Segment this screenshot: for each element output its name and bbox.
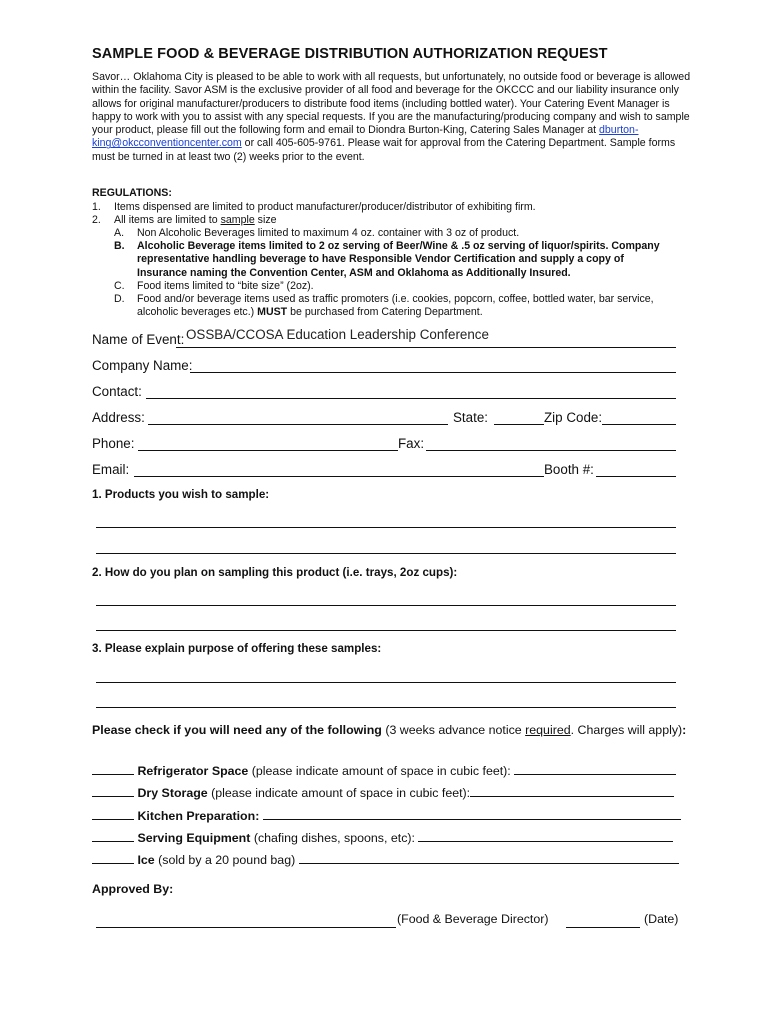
regulation-2d-text xyxy=(137,293,662,320)
question-2: 2. How do you plan on sampling this product (i.e. trays, 2oz cups): xyxy=(92,566,458,579)
checklist-item-dry-storage xyxy=(92,784,674,800)
approved-by-heading: Approved By: xyxy=(92,882,174,896)
director-signature-line[interactable] xyxy=(96,927,396,928)
zip-code-underline xyxy=(602,424,676,425)
kitchen-prep-label: Kitchen Preparation: xyxy=(137,809,260,823)
regulation-1-text: Items dispensed are limited to product manufacturer/producer/distributor of exhibiting firm. xyxy=(114,201,536,213)
serving-equipment-check-blank[interactable] xyxy=(92,829,134,842)
booth-underline xyxy=(596,476,676,477)
question-2-answer-line[interactable] xyxy=(96,605,676,606)
company-name-underline xyxy=(190,372,676,373)
regulation-2-after: size xyxy=(254,214,277,226)
booth-label: Booth #: xyxy=(544,462,594,477)
director-label: (Food & Beverage Director) xyxy=(397,912,549,926)
address-underline xyxy=(148,424,448,425)
regulation-2-number: 2. xyxy=(92,214,101,226)
regulation-2b-text: Alcoholic Beverage items limited to 2 oz serving of Beer/Wine & .5 oz serving of liquor/spirits. Company representative handling beverage to have Responsible Vendor Certification and supply a copy of Insurance naming the Convention Center, ASM and Oklahoma as Additionally Insured. xyxy=(137,240,660,279)
phone-underline xyxy=(138,450,398,451)
checklist-heading-charges: . Charges will apply) xyxy=(570,723,683,737)
regulation-2d-must: MUST xyxy=(257,306,288,319)
date-label: (Date) xyxy=(644,912,679,926)
checklist-item-refrigerator xyxy=(92,762,676,778)
checklist-item-serving-equipment xyxy=(92,829,673,845)
checklist-item-ice xyxy=(92,851,679,867)
event-name-underline xyxy=(176,347,676,348)
zip-code-label: Zip Code: xyxy=(544,410,603,425)
dry-storage-note: (please indicate amount of space in cubic feet): xyxy=(207,786,471,800)
regulation-2a-letter: A. xyxy=(114,227,125,239)
state-label: State: xyxy=(453,410,488,425)
intro-paragraph xyxy=(92,71,692,164)
serving-equipment-note: (chafing dishes, spoons, etc): xyxy=(250,831,419,845)
event-name-label: Name of Event: xyxy=(92,332,185,347)
contact-email-link[interactable]: dburton-king@okcconventioncenter.com xyxy=(92,124,639,150)
state-underline xyxy=(494,424,544,425)
checklist-heading-colon: : xyxy=(682,723,687,737)
approval-date-line[interactable] xyxy=(566,927,640,928)
regulation-2a-text: Non Alcoholic Beverages limited to maximum 4 oz. container with 3 oz of product. xyxy=(137,227,520,239)
ice-note: (sold by a 20 pound bag) xyxy=(154,853,299,867)
dry-storage-label: Dry Storage xyxy=(137,786,208,800)
regulation-2-text xyxy=(114,214,277,227)
contact-underline xyxy=(146,398,676,399)
question-1-answer-line[interactable] xyxy=(96,527,676,528)
checklist-heading-note: (3 weeks advance notice xyxy=(381,723,526,737)
regulation-2c-text: Food items limited to “bite size” (2oz). xyxy=(137,280,314,292)
checklist-heading-bold: Please check if you will need any of the following xyxy=(92,723,382,737)
regulation-2d-letter: D. xyxy=(114,293,125,305)
kitchen-prep-check-blank[interactable] xyxy=(92,807,134,820)
email-label: Email: xyxy=(92,462,130,477)
intro-text-after: or call 405-605-9761. Please wait for approval from the Catering Department. Sample forms must be turned in at least two (2) weeks prior to the event. xyxy=(92,137,676,163)
contact-label: Contact: xyxy=(92,384,142,399)
checklist-heading-required: required xyxy=(525,723,571,737)
dry-storage-amount-blank[interactable] xyxy=(470,784,674,797)
regulation-2d-before: Food and/or beverage items used as traffic promoters (i.e. cookies, popcorn, coffee, bottled water, bar service, alcoholic beverages etc.) xyxy=(137,293,654,319)
question-2-answer-line[interactable] xyxy=(96,630,676,631)
serving-equipment-label: Serving Equipment xyxy=(137,831,251,845)
fax-underline xyxy=(426,450,676,451)
phone-label: Phone: xyxy=(92,436,135,451)
refrigerator-amount-blank[interactable] xyxy=(514,762,676,775)
regulation-1-number: 1. xyxy=(92,201,101,213)
regulation-2-underlined: sample xyxy=(220,214,255,226)
ice-amount-blank[interactable] xyxy=(299,851,679,864)
checklist-item-kitchen-prep xyxy=(92,807,681,823)
regulations-heading: REGULATIONS: xyxy=(92,187,172,199)
serving-equipment-details-blank[interactable] xyxy=(418,829,673,842)
question-3: 3. Please explain purpose of offering these samples: xyxy=(92,642,382,655)
question-3-answer-line[interactable] xyxy=(96,707,676,708)
email-underline xyxy=(134,476,544,477)
regulation-2d-after: be purchased from Catering Department. xyxy=(287,306,483,319)
ice-check-blank[interactable] xyxy=(92,851,134,864)
regulation-2-before: All items are limited to xyxy=(114,214,221,226)
refrigerator-note: (please indicate amount of space in cubic feet): xyxy=(248,764,515,778)
company-name-label: Company Name: xyxy=(92,358,193,373)
question-1-answer-line[interactable] xyxy=(96,553,676,554)
kitchen-prep-details-blank[interactable] xyxy=(263,807,681,820)
checklist-heading xyxy=(92,723,692,739)
question-1: 1. Products you wish to sample: xyxy=(92,488,270,501)
regulation-2c-letter: C. xyxy=(114,280,125,292)
event-name-input[interactable]: OSSBA/CCOSA Education Leadership Conference xyxy=(186,327,489,342)
question-3-answer-line[interactable] xyxy=(96,682,676,683)
ice-label: Ice xyxy=(137,853,155,867)
intro-text-before: Savor… Oklahoma City is pleased to be able to work with all requests, but unfortunately, no outside food or beverage is allowed within the facility. Savor ASM is the exclusive provider of all food and beverage for the OKCCC and our liability insurance only allows for original manufacturer/producers to distribute food items (including bottled water). Your Catering Event Manager is happy to work with you to assist with any special requests. If you are the manufacturing/producing company and wish to sample your product, please fill out the following form and email to Diondra Burton-King, Catering Sales Manager at xyxy=(92,71,691,137)
fax-label: Fax: xyxy=(398,436,425,451)
regulation-2b-letter: B. xyxy=(114,240,125,252)
refrigerator-label: Refrigerator Space xyxy=(137,764,249,778)
dry-storage-check-blank[interactable] xyxy=(92,784,134,797)
address-label: Address: xyxy=(92,410,145,425)
form-title: SAMPLE FOOD & BEVERAGE DISTRIBUTION AUTHORIZATION REQUEST xyxy=(92,46,608,62)
refrigerator-check-blank[interactable] xyxy=(92,762,134,775)
